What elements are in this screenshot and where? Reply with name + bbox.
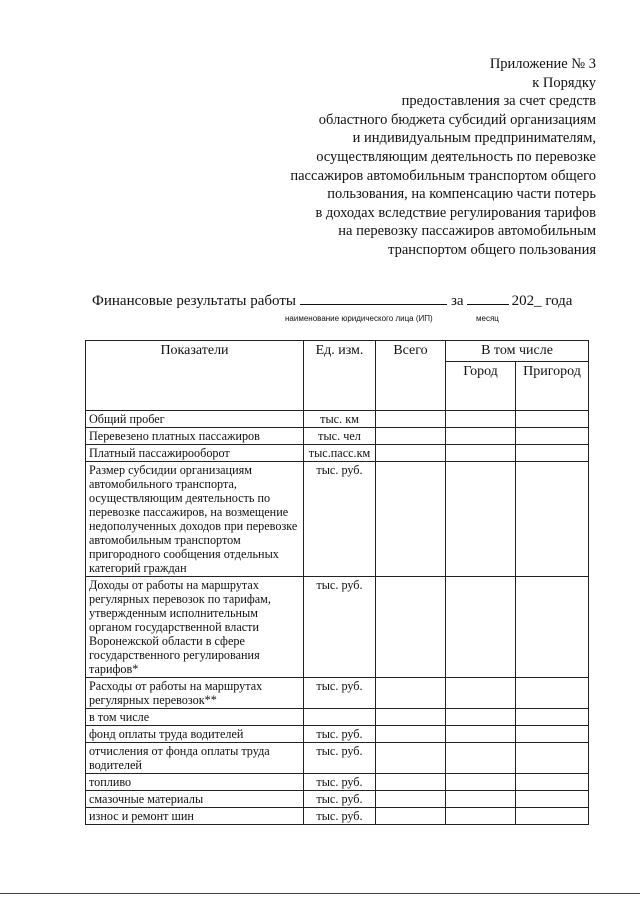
row-unit: тыс. руб. <box>304 791 376 808</box>
suburban-cell[interactable] <box>516 791 589 808</box>
suburban-cell[interactable] <box>516 743 589 774</box>
appendix-line: транспортом общего пользования <box>388 241 596 258</box>
row-unit: тыс. руб. <box>304 774 376 791</box>
row-label: Общий пробег <box>86 411 304 428</box>
total-cell[interactable] <box>376 445 446 462</box>
row-label: Размер субсидии организациям автомобильного транспорта, осуществляющим деятельность по перевозке пассажиров, на возмещение недополученных доходов при перевозке автомобильным транспортом пригородного сообщения отдельных категорий граждан <box>86 462 304 577</box>
header-indicators: Показатели <box>86 341 304 411</box>
month-hint: месяц <box>476 314 499 323</box>
page-bottom-divider <box>0 893 640 894</box>
table-row <box>86 709 589 726</box>
org-name-hint: наименование юридического лица (ИП) <box>285 314 433 323</box>
suburban-cell[interactable] <box>516 428 589 445</box>
suburban-cell[interactable] <box>516 726 589 743</box>
total-cell[interactable] <box>376 774 446 791</box>
appendix-line: осуществляющим деятельность по перевозке <box>316 148 596 165</box>
table-row <box>86 577 589 678</box>
total-cell[interactable] <box>376 462 446 577</box>
row-unit: тыс. чел <box>304 428 376 445</box>
appendix-line: пользования, на компенсацию части потерь <box>327 186 596 203</box>
total-cell[interactable] <box>376 577 446 678</box>
total-cell[interactable] <box>376 726 446 743</box>
row-unit: тыс. руб. <box>304 577 376 678</box>
row-label: Перевезено платных пассажиров <box>86 428 304 445</box>
form-title-for: за <box>450 293 464 309</box>
row-label: в том числе <box>86 709 304 726</box>
city-cell[interactable] <box>446 709 516 726</box>
total-cell[interactable] <box>376 411 446 428</box>
total-cell[interactable] <box>376 743 446 774</box>
row-label: Расходы от работы на маршрутах регулярных перевозок** <box>86 678 304 709</box>
row-unit <box>304 709 376 726</box>
header-suburban: Пригород <box>516 362 589 411</box>
appendix-line: на перевозку пассажиров автомобильным <box>338 223 596 240</box>
financial-results-table <box>85 340 589 825</box>
suburban-cell[interactable] <box>516 774 589 791</box>
suburban-cell[interactable] <box>516 577 589 678</box>
city-cell[interactable] <box>446 743 516 774</box>
appendix-line: предоставления за счет средств <box>401 93 596 110</box>
row-unit: тыс.пасс.км <box>304 445 376 462</box>
form-title-year: 202_ года <box>511 293 573 309</box>
city-cell[interactable] <box>446 726 516 743</box>
form-title <box>92 292 592 310</box>
city-cell[interactable] <box>446 808 516 825</box>
row-label: смазочные материалы <box>86 791 304 808</box>
appendix-header <box>236 55 596 260</box>
table-row <box>86 774 589 791</box>
row-unit: тыс. руб. <box>304 726 376 743</box>
row-unit: тыс. руб. <box>304 678 376 709</box>
form-title-prefix: Финансовые результаты работы <box>92 293 296 309</box>
suburban-cell[interactable] <box>516 411 589 428</box>
city-cell[interactable] <box>446 445 516 462</box>
city-cell[interactable] <box>446 428 516 445</box>
row-label: фонд оплаты труда водителей <box>86 726 304 743</box>
suburban-cell[interactable] <box>516 678 589 709</box>
city-cell[interactable] <box>446 791 516 808</box>
table-row <box>86 791 589 808</box>
city-cell[interactable] <box>446 774 516 791</box>
city-cell[interactable] <box>446 462 516 577</box>
total-cell[interactable] <box>376 709 446 726</box>
row-unit: тыс. руб. <box>304 808 376 825</box>
row-unit: тыс. руб. <box>304 743 376 774</box>
table-row <box>86 445 589 462</box>
appendix-line: в доходах вследствие регулирования тарифов <box>315 204 596 221</box>
total-cell[interactable] <box>376 428 446 445</box>
city-cell[interactable] <box>446 678 516 709</box>
suburban-cell[interactable] <box>516 445 589 462</box>
appendix-line: областного бюджета субсидий организациям <box>318 111 596 128</box>
row-label: Платный пассажирооборот <box>86 445 304 462</box>
total-cell[interactable] <box>376 791 446 808</box>
row-unit: тыс. руб. <box>304 462 376 577</box>
row-label: топливо <box>86 774 304 791</box>
total-cell[interactable] <box>376 808 446 825</box>
table-row <box>86 428 589 445</box>
table-row <box>86 411 589 428</box>
appendix-line: к Порядку <box>532 74 596 91</box>
table-row <box>86 743 589 774</box>
table-row <box>86 678 589 709</box>
header-including: В том числе <box>446 341 589 362</box>
row-label: отчисления от фонда оплаты труда водителей <box>86 743 304 774</box>
header-total: Всего <box>376 341 446 411</box>
table-row <box>86 808 589 825</box>
row-unit: тыс. км <box>304 411 376 428</box>
header-unit: Ед. изм. <box>304 341 376 411</box>
org-name-blank[interactable] <box>300 292 447 305</box>
appendix-line: и индивидуальным предпринимателям, <box>352 130 596 147</box>
appendix-line: пассажиров автомобильным транспортом общего <box>290 167 596 184</box>
header-city: Город <box>446 362 516 411</box>
table-row <box>86 726 589 743</box>
city-cell[interactable] <box>446 411 516 428</box>
table-row <box>86 462 589 577</box>
suburban-cell[interactable] <box>516 709 589 726</box>
city-cell[interactable] <box>446 577 516 678</box>
suburban-cell[interactable] <box>516 462 589 577</box>
suburban-cell[interactable] <box>516 808 589 825</box>
row-label: износ и ремонт шин <box>86 808 304 825</box>
appendix-line: Приложение № 3 <box>489 56 596 72</box>
row-label: Доходы от работы на маршрутах регулярных перевозок по тарифам, утвержденным исполнительным органом государственной власти Воронежской области в сфере государственного регулирования тарифов* <box>86 577 304 678</box>
month-blank[interactable] <box>467 292 509 305</box>
total-cell[interactable] <box>376 678 446 709</box>
